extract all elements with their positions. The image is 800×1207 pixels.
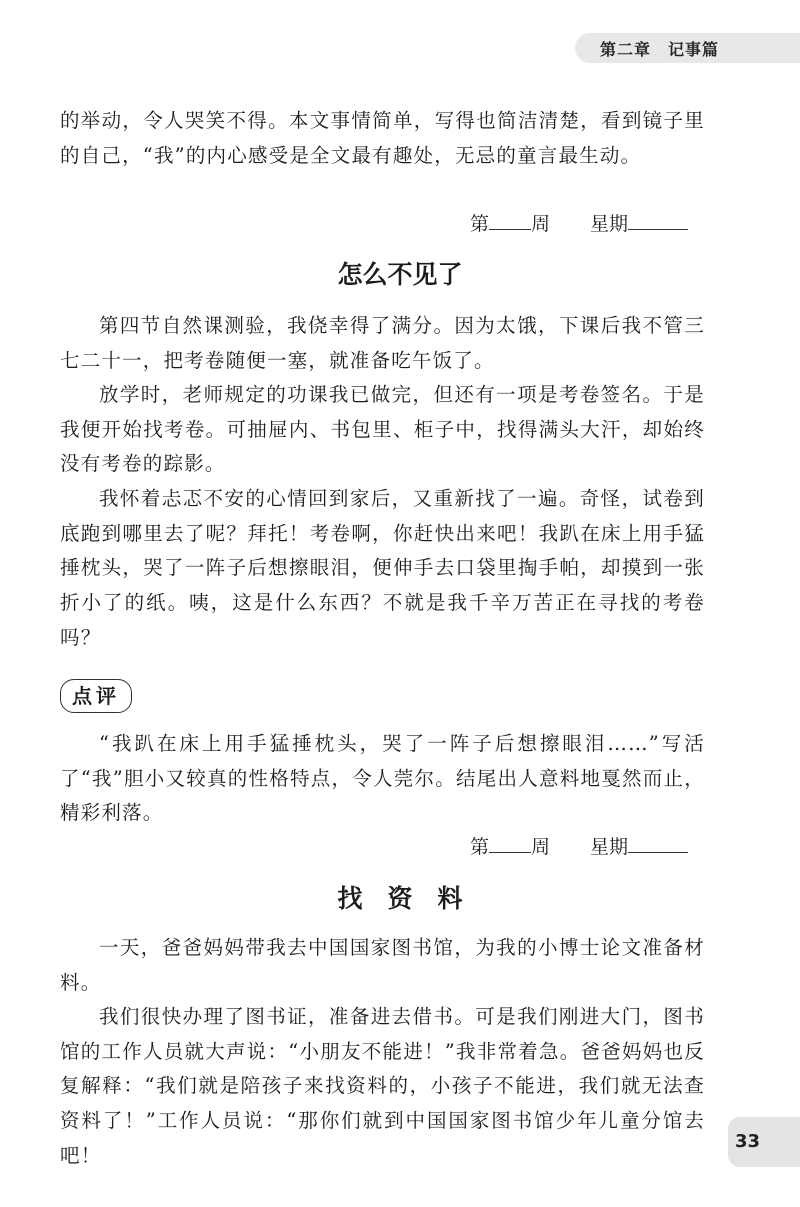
weekday-label: 星期 [590,836,629,858]
page-number: 33 [735,1131,761,1152]
story1-paragraph-2: 放学时，老师规定的功课我已做完，但还有一项是考卷签名。于是我便开始找考卷。可抽屉内、书包里、柜子中，找得满头大汗，却始终没有考卷的踪影。 [60,383,705,476]
intro-paragraph: 的举动，令人哭笑不得。本文事情简单，写得也简洁清楚，看到镜子里的自己，“我”的内心感受是全文最有趣处，无忌的童言最生动。 [60,109,705,167]
review-text: “我趴在床上用手猛捶枕头，哭了一阵子后想擦眼泪……”写活了“我”胆小又较真的性格特点，令人莞尔。结尾出人意料地戛然而止，精彩利落。 [60,732,705,825]
week-suffix: 周 [531,836,551,858]
week-suffix: 周 [531,213,551,235]
date-line-1 [470,209,688,236]
weekday-blank [628,211,688,230]
review-label: 点评 [60,679,132,713]
weekday-blank [628,834,688,853]
story2-paragraph-2: 我们很快办理了图书证，准备进去借书。可是我们刚进大门，图书馆的工作人员就大声说：“小朋友不能进！”我非常着急。爸爸妈妈也反复解释：“我们就是陪孩子来找资料的，小孩子不能进，我们就无法查资料了！”工作人员说：“那你们就到中国国家图书馆少年儿童分馆去吧！ [60,1005,705,1167]
week-blank [489,834,531,853]
story1-paragraph-1: 第四节自然课测验，我侥幸得了满分。因为太饿，下课后我不管三七二十一，把考卷随便一塞，就准备吃午饭了。 [60,314,705,372]
story1-title: 怎么不见了 [337,260,463,289]
week-prefix: 第 [470,213,490,235]
week-blank [489,211,531,230]
week-prefix: 第 [470,836,490,858]
story2-title: 找 资 料 [337,884,463,913]
weekday-label: 星期 [590,213,629,235]
story1-paragraph-3: 我怀着忐忑不安的心情回到家后，又重新找了一遍。奇怪，试卷到底跑到哪里去了呢？拜托！考卷啊，你赶快出来吧！我趴在床上用手猛捶枕头，哭了一阵子后想擦眼泪，便伸手去口袋里掏手帕，却摸到一张折小了的纸。咦，这是什么东西？不就是我千辛万苦正在寻找的考卷吗？ [60,487,705,649]
date-line-2 [470,832,688,859]
chapter-header: 第二章 记事篇 [600,40,720,59]
story2-paragraph-1: 一天，爸爸妈妈带我去中国国家图书馆，为我的小博士论文准备材料。 [60,936,705,994]
